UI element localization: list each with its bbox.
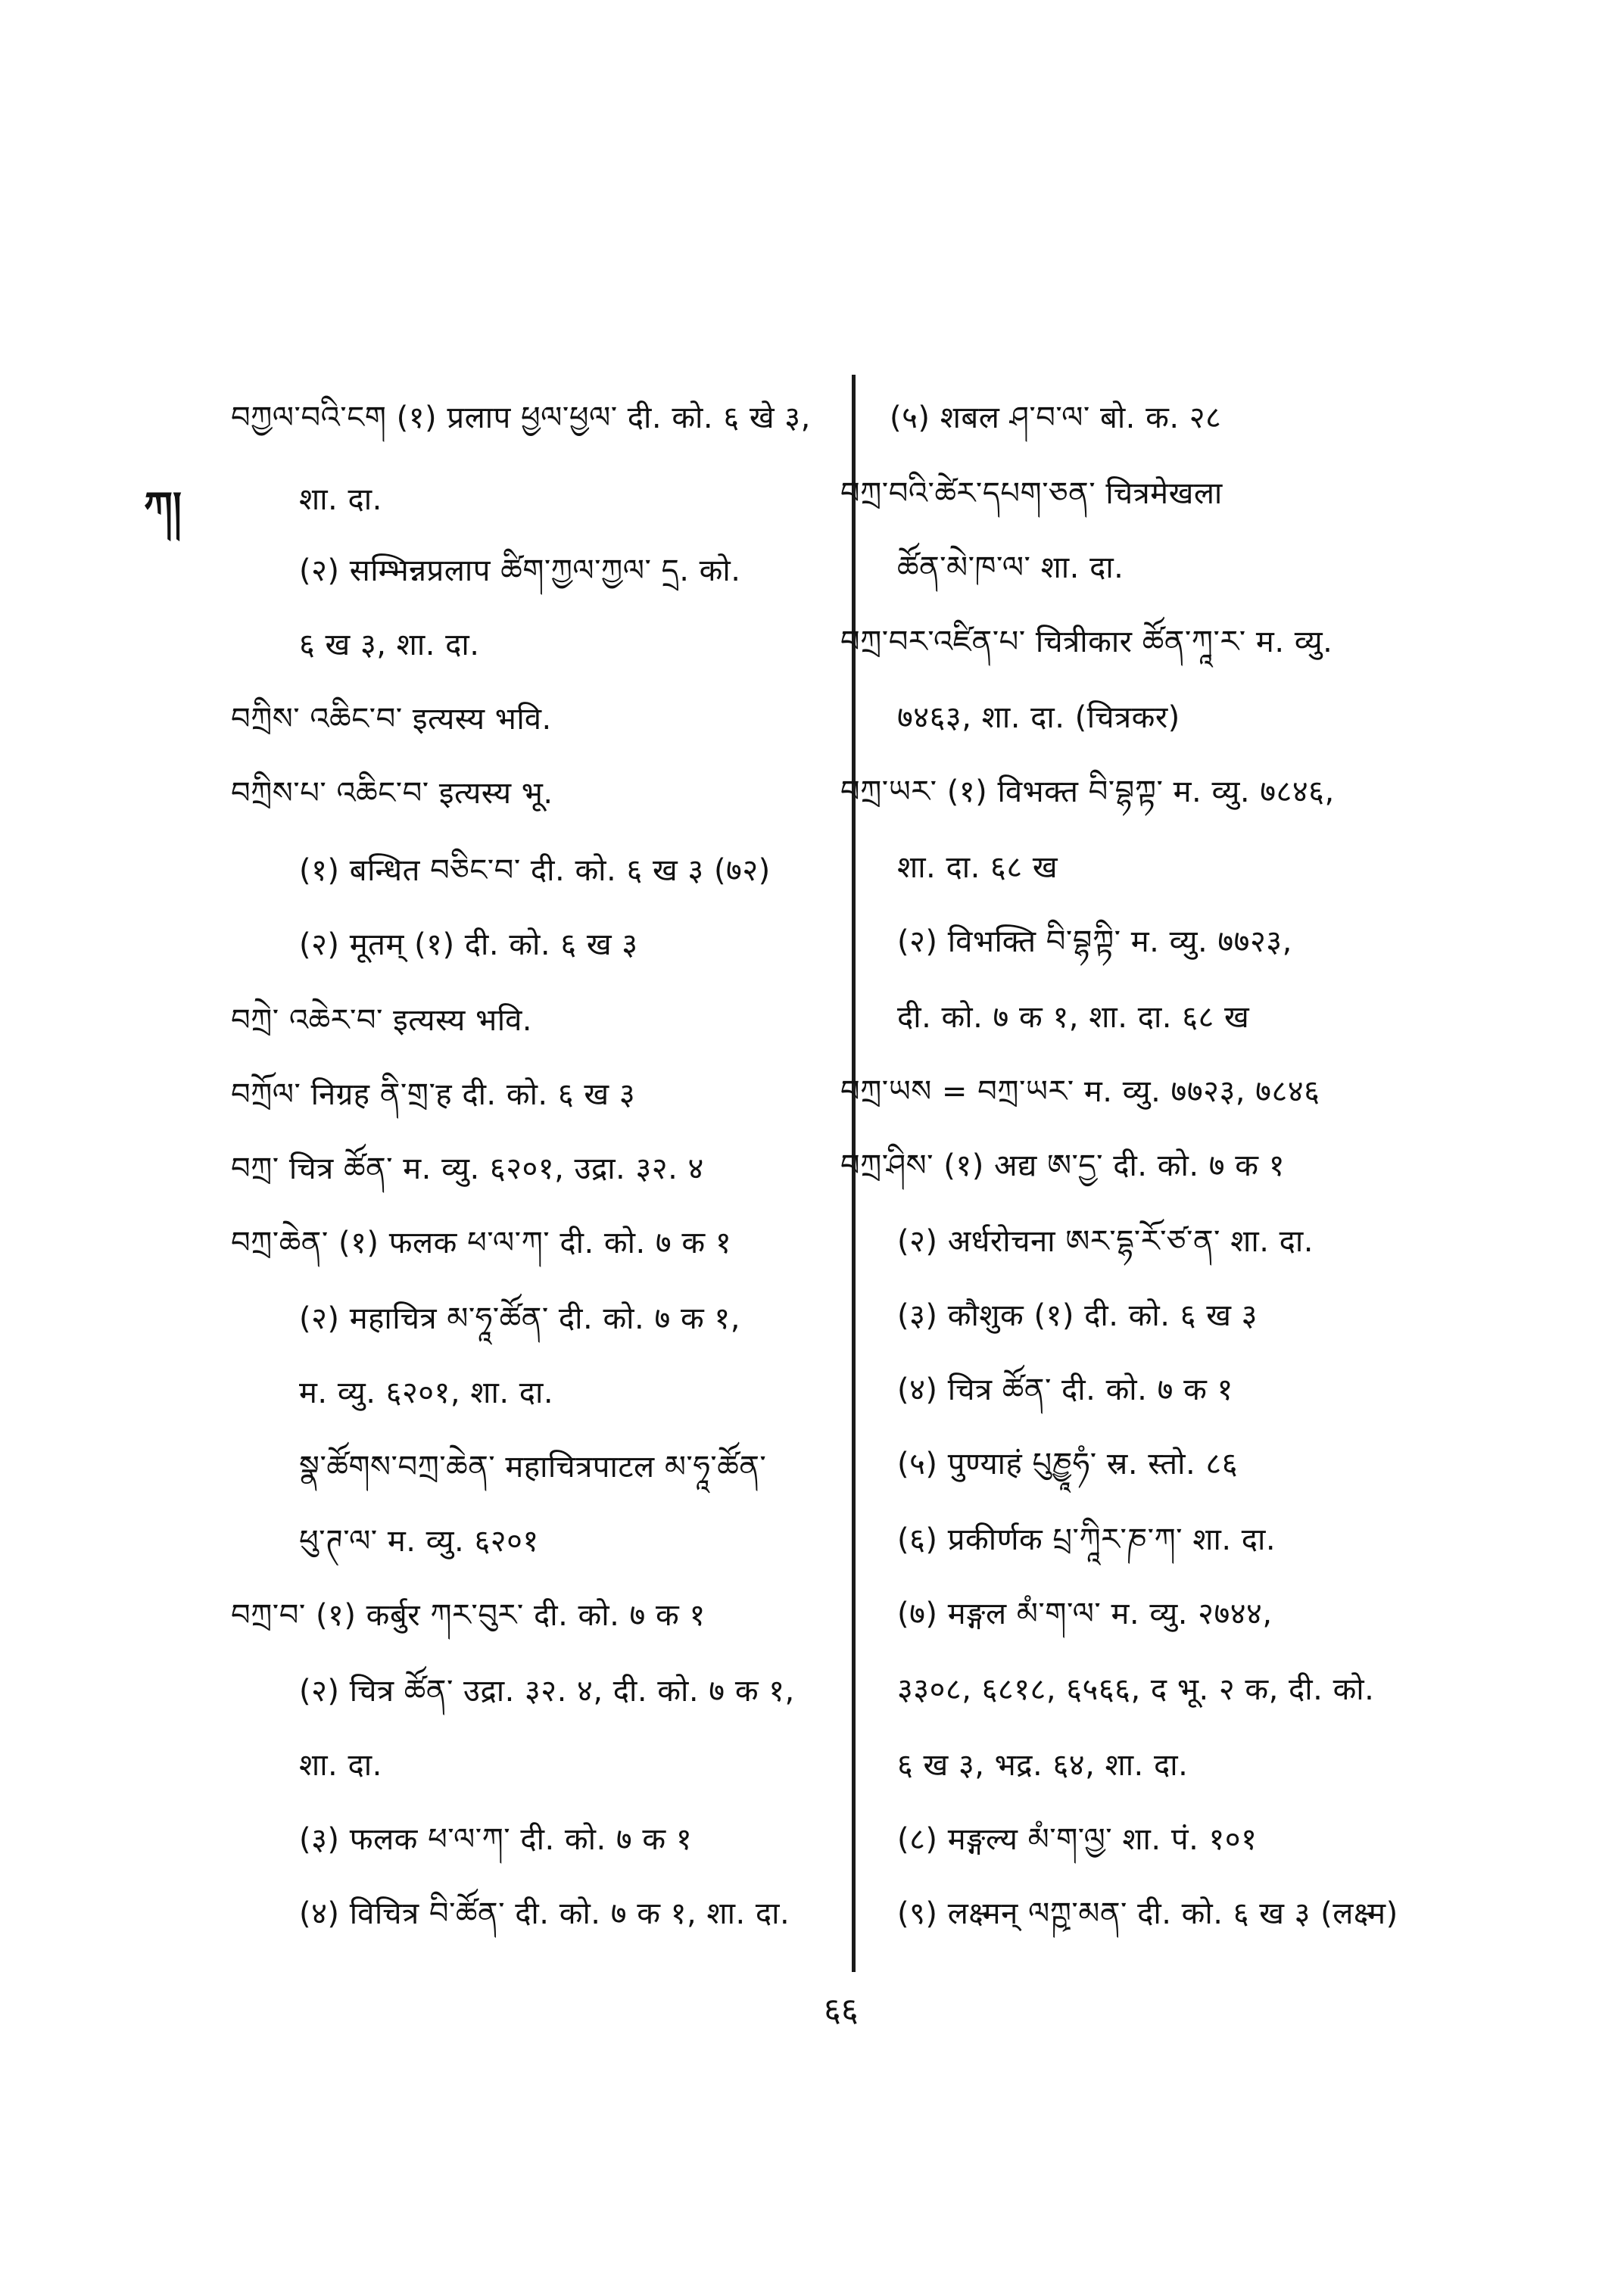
right-line: ३३०८, ६८१८, ६५६६, द भू. २ क, दी. को. [897,1672,1375,1707]
right-line: ७४६३, शा. दा. (चित्रकर) [897,700,1180,735]
left-line: (४) विचित्र བི་ཚོན་ दी. को. ७ क १, शा. दा. [299,1896,790,1931]
right-line: བཀྲ་བར་འཛིན་པ་ चित्रीकार ཚོན་ཀཱ་ར་ म. व्यु. [840,625,1333,659]
right-line: བཀྲ་ཤིས་ (१) अद्य ཨ་དྱ་ दी. को. ७ क १ [840,1148,1285,1183]
right-line: བཀྲ་ཡར་ (१) विभक्त བི་བྷཀྟ་ म. व्यु. ७८४६, [840,774,1335,809]
left-line: ६ ख ३, शा. दा. [299,628,480,662]
page-number: ६६ [824,1991,859,2030]
left-line: བཀྲེ་ འཆེར་བ་ इत्यस्य भवि. [231,1003,533,1038]
left-line: བཀྲིས་ འཆིང་བ་ इत्यस्य भवि. [231,702,552,737]
right-line: (४) चित्र ཚོན་ दी. को. ७ क १ [897,1372,1233,1407]
left-line: ཕུ་ཊ་ལ་ म. व्यु. ६२०१ [299,1524,539,1559]
right-line: བཀྲ་ཡས = བཀྲ་ཡར་ म. व्यु. ७७२३, ७८४६ [840,1074,1320,1109]
left-line: (२) महाचित्र མ་ཧཱ་ཚོན་ दी. को. ७ क १, [299,1301,740,1336]
left-line: (१) बन्धित བཅིང་བ་ दी. को. ६ ख ३ (७२) [299,853,771,888]
right-line: (५) शबल ཤ་བ་ལ་ बो. क. २८ [890,400,1222,435]
right-line: (३) कौशुक (१) दी. को. ६ ख ३ [897,1298,1258,1333]
left-line: བཀྲ་བ་ (१) कर्बुर ཀར་བུར་ दी. को. ७ क १ [231,1598,706,1633]
left-line: शा. दा. [299,1748,382,1783]
left-line: (२) चित्र ཚོན་ उद्रा. ३२. ४, दी. को. ७ क १, [299,1674,795,1709]
section-margin-mark: ཀ། [144,483,182,531]
left-line: (२) सम्भिन्नप्रलाप ཚིག་ཀྱལ་ཀྱལ་ དྲ. को. [299,553,741,588]
left-line: म. व्यु. ६२०१, शा. दा. [299,1375,554,1410]
right-line: (९) लक्ष्मन् ལཀྵ་མན་ दी. को. ६ ख ३ (लक्ष्म) [897,1896,1398,1931]
right-line: (५) पुण्याहं པུཎྱཱཧཾ་ स्र. स्तो. ८६ [897,1447,1238,1481]
right-line: ६ ख ३, भद्र. ६४, शा. दा. [897,1748,1189,1783]
left-line: བཀྲོལ་ निग्रह ནི་གྲ་ह दी. को. ६ ख ३ [231,1077,636,1112]
left-line: སྣ་ཚོགས་བཀྲ་ཆེན་ महाचित्रपाटल མ་ཧཱ་ཚོན་ [299,1450,767,1485]
left-line: བཀྲ་ चित्र ཚོན་ म. व्यु. ६२०१, उद्रा. ३२. ४ [231,1151,704,1186]
left-line: शा. दा. [299,482,382,517]
right-line: दी. को. ७ क १, शा. दा. ६८ ख [897,1000,1250,1035]
right-line: (२) अर्धरोचना ཨར་དྷ་རོ་ཙ་ན་ शा. दा. [897,1224,1314,1259]
left-line: བཀྲིས་པ་ འཆིང་བ་ इत्यस्य भू. [231,776,553,811]
right-line: (२) विभक्ति བི་བྷཀྟི་ म. व्यु. ७७२३, [897,924,1292,959]
right-line: ཚོན་མེ་ཁ་ལ་ शा. दा. [897,550,1124,585]
left-line: བཀྱལ་བའི་ངག (१) प्रलाप ཕྱལ་ཕྱལ་ दी. को. ६ खे ३, [231,400,811,435]
left-line: (२) मूतम् (१) दी. को. ६ ख ३ [299,927,638,962]
right-line: (८) मङ्गल्य མཾ་ག་ལྱ་ शा. पं. १०१ [897,1822,1258,1857]
left-line: (३) फलक ཕ་ལ་ཀ་ दी. को. ७ क १ [299,1822,693,1857]
right-line: བཀྲ་བའི་ཚེར་དཔག་ཅན་ चित्रमेखला [840,476,1223,511]
left-line: བཀྲ་ཆེན་ (१) फलक ཕ་ལ་ཀ་ दी. को. ७ क १ [231,1226,732,1260]
right-line: (७) मङ्गल མཾ་ག་ལ་ म. व्यु. २७४४, [897,1597,1273,1631]
right-line: (६) प्रकीर्णक པྲ་ཀཱིར་ཎ་ཀ་ शा. दा. [897,1522,1276,1557]
right-line: शा. दा. ६८ ख [897,850,1058,885]
